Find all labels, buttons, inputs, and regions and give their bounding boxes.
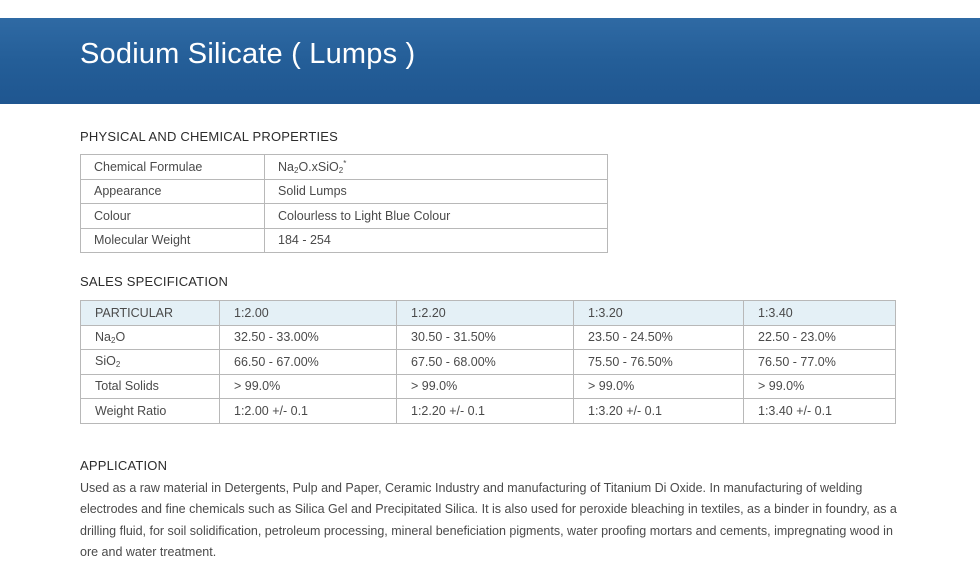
property-value: 184 - 254 bbox=[265, 228, 608, 253]
table-row bbox=[81, 325, 896, 350]
property-value: Solid Lumps bbox=[265, 179, 608, 204]
table-header-row bbox=[81, 301, 896, 326]
row-label: Weight Ratio bbox=[81, 399, 220, 424]
property-label: Colour bbox=[81, 204, 265, 229]
table-row bbox=[81, 350, 896, 375]
sales-specification-heading: SALES SPECIFICATION bbox=[80, 274, 229, 289]
column-header: 1:3.20 bbox=[574, 301, 744, 326]
table-row bbox=[81, 399, 896, 424]
table-cell: 1:2.00 +/- 0.1 bbox=[220, 399, 397, 424]
row-label-sio2: SiO$_2$ bbox=[81, 350, 220, 375]
table-cell: 32.50 - 33.00% bbox=[220, 325, 397, 350]
physical-properties-table bbox=[80, 154, 608, 253]
column-header: 1:2.20 bbox=[397, 301, 574, 326]
table-cell: 76.50 - 77.0% bbox=[744, 350, 896, 375]
property-label: Molecular Weight bbox=[81, 228, 265, 253]
table-row bbox=[81, 228, 608, 253]
application-paragraph: Used as a raw material in Detergents, Pulp and Paper, Ceramic Industry and manufacturing of Titanium Di Oxide. In manufacturing of welding electrodes and fine chemicals such as Silica Gel and Precipitated Silica. It is also used for peroxide bleaching in textiles, as a binder in foundry, as a drilling fluid, for soil solidification, petroleum processing, mineral beneficiation pigments, water proofing mortars and cements, impregnating wood in ore and water treatment. bbox=[80, 481, 897, 559]
page-title: Sodium Silicate ( Lumps ) bbox=[80, 38, 416, 70]
table-cell: > 99.0% bbox=[220, 374, 397, 399]
table-cell: 23.50 - 24.50% bbox=[574, 325, 744, 350]
table-row bbox=[81, 374, 896, 399]
column-header: 1:3.40 bbox=[744, 301, 896, 326]
table-cell: > 99.0% bbox=[574, 374, 744, 399]
property-label: Appearance bbox=[81, 179, 265, 204]
table-cell: 67.50 - 68.00% bbox=[397, 350, 574, 375]
table-cell: 75.50 - 76.50% bbox=[574, 350, 744, 375]
sales-specification-table bbox=[80, 300, 896, 424]
column-header: 1:2.00 bbox=[220, 301, 397, 326]
table-cell: 22.50 - 23.0% bbox=[744, 325, 896, 350]
table-cell: > 99.0% bbox=[744, 374, 896, 399]
table-cell: 1:3.20 +/- 0.1 bbox=[574, 399, 744, 424]
property-label: Chemical Formulae bbox=[81, 155, 265, 180]
table-cell: 1:3.40 +/- 0.1 bbox=[744, 399, 896, 424]
table-row bbox=[81, 179, 608, 204]
table-row bbox=[81, 204, 608, 229]
application-heading: APPLICATION bbox=[80, 458, 168, 473]
property-value-chemical-formula: $Na_2O.xSiO_2^*$ bbox=[265, 155, 608, 180]
row-label: Total Solids bbox=[81, 374, 220, 399]
table-cell: 1:2.20 +/- 0.1 bbox=[397, 399, 574, 424]
column-header: PARTICULAR bbox=[81, 301, 220, 326]
table-row bbox=[81, 155, 608, 180]
table-cell: > 99.0% bbox=[397, 374, 574, 399]
physical-properties-heading: PHYSICAL AND CHEMICAL PROPERTIES bbox=[80, 129, 339, 144]
table-cell: 66.50 - 67.00% bbox=[220, 350, 397, 375]
property-value: Colourless to Light Blue Colour bbox=[265, 204, 608, 229]
row-label-na2o: $Na_2O$ bbox=[81, 325, 220, 350]
table-cell: 30.50 - 31.50% bbox=[397, 325, 574, 350]
